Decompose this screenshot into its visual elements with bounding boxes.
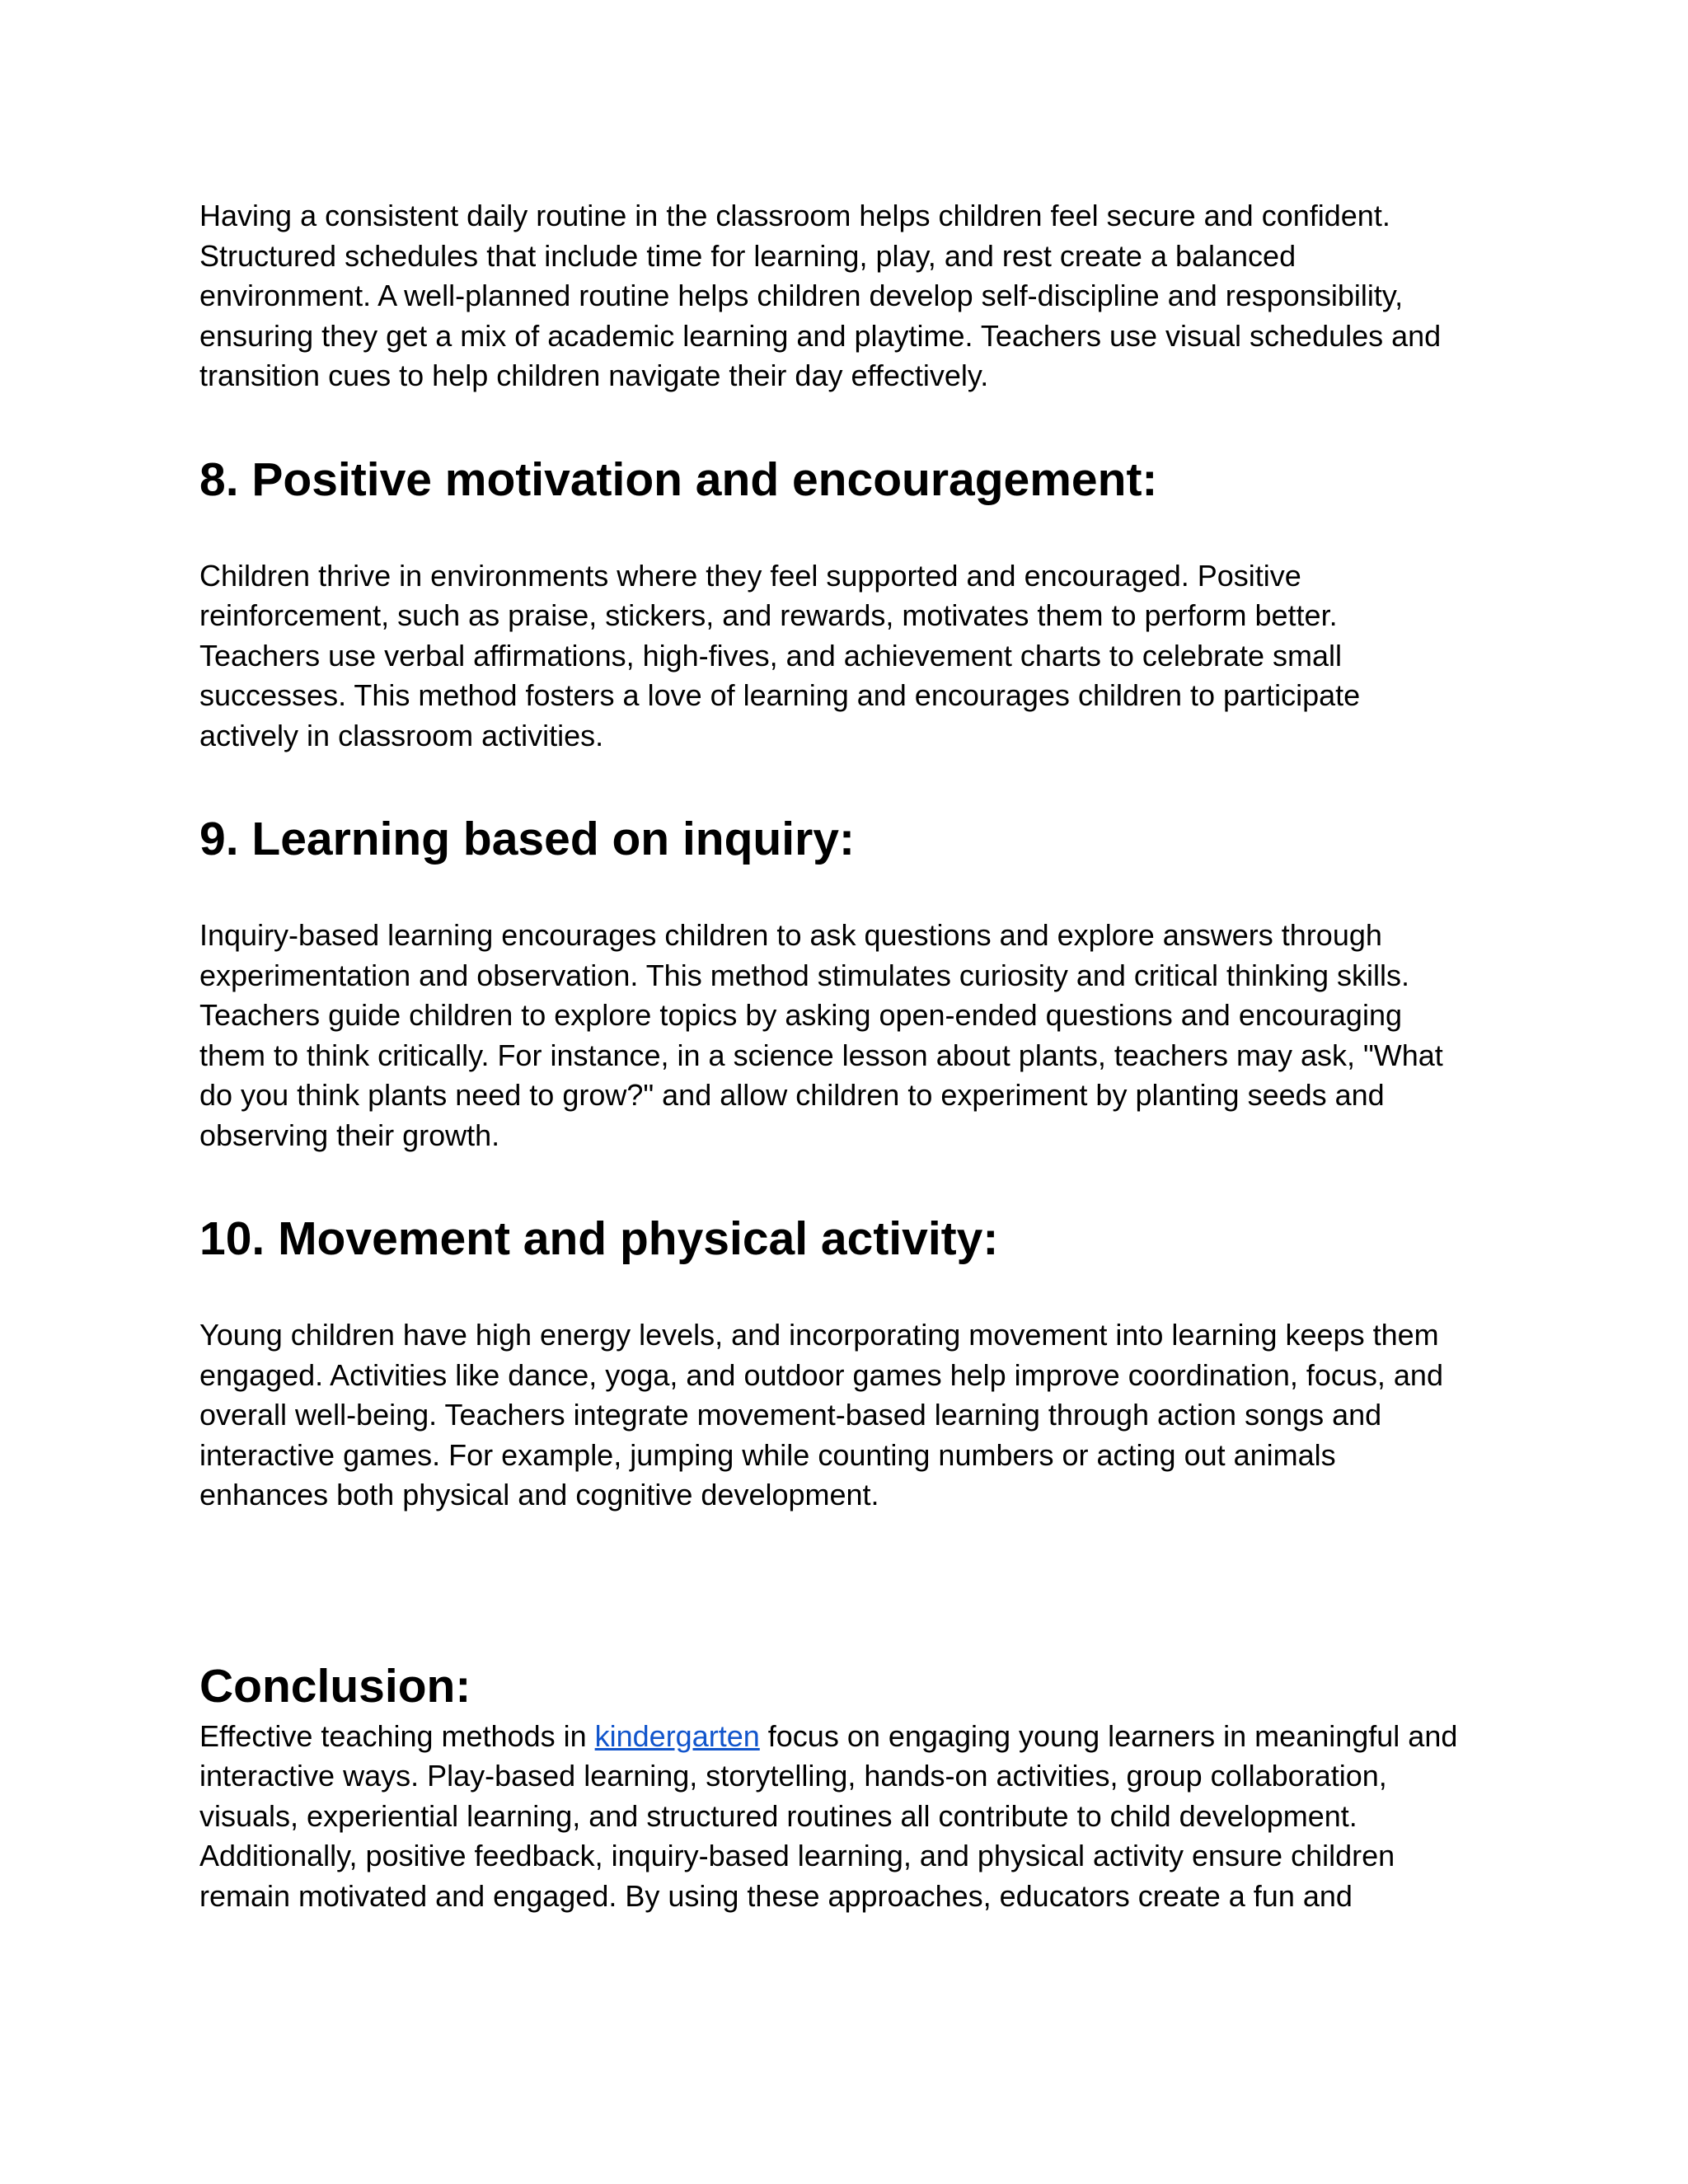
text-line: visuals, experiential learning, and structured routines all contribute to child development. xyxy=(199,1798,1357,1833)
section-paragraph-inquiry-learning xyxy=(199,916,1502,1155)
text-line: reinforcement, such as praise, stickers, and rewards, motivates them to perform better. xyxy=(199,598,1338,632)
text-line: Children thrive in environments where they feel supported and encouraged. Positive xyxy=(199,558,1301,593)
intro-paragraph xyxy=(199,196,1502,396)
conclusion-text-prefix: Effective teaching methods in xyxy=(199,1718,595,1753)
text-line xyxy=(199,1717,1502,1757)
text-line: Teachers guide children to explore topics by asking open-ended questions and encouraging xyxy=(199,998,1402,1032)
text-line: Teachers use verbal affirmations, high-fives, and achievement charts to celebrate small xyxy=(199,638,1343,673)
text-line: remain motivated and engaged. By using these approaches, educators create a fun and xyxy=(199,1878,1353,1913)
section-heading-positive-motivation: 8. Positive motivation and encouragement: xyxy=(199,452,1158,506)
text-line: transition cues to help children navigate their day effectively. xyxy=(199,359,989,392)
document-content xyxy=(199,196,1502,1916)
section-paragraph-positive-motivation xyxy=(199,556,1502,757)
text-line: Young children have high energy levels, and incorporating movement into learning keeps them xyxy=(199,1318,1439,1352)
text-line: overall well-being. Teachers integrate movement-based learning through action songs and xyxy=(199,1398,1382,1432)
conclusion-heading: Conclusion: xyxy=(199,1659,471,1713)
text-line: environment. A well-planned routine helps children develop self-discipline and responsibility, xyxy=(199,279,1404,312)
text-line: Structured schedules that include time for learning, play, and rest create a balanced xyxy=(199,238,1296,273)
text-line: them to think critically. For instance, in a science lesson about plants, teachers may ask, "What xyxy=(199,1038,1443,1072)
text-line: ensuring they get a mix of academic learning and playtime. Teachers use visual schedules and xyxy=(199,318,1442,353)
kindergarten-link[interactable]: kindergarten xyxy=(594,1718,760,1753)
section-paragraph-movement-activity xyxy=(199,1315,1502,1516)
text-line: enhances both physical and cognitive development. xyxy=(199,1478,879,1511)
text-line: actively in classroom activities. xyxy=(199,718,604,752)
text-line: interactive games. For example, jumping while counting numbers or acting out animals xyxy=(199,1437,1336,1472)
conclusion-paragraph xyxy=(199,1717,1502,1917)
section-heading-movement-activity: 10. Movement and physical activity: xyxy=(199,1212,999,1265)
conclusion-text-suffix: focus on engaging young learners in meaningful and xyxy=(759,1718,1458,1753)
text-line: Inquiry-based learning encourages children to ask questions and explore answers through xyxy=(199,918,1382,952)
text-line: do you think plants need to grow?" and allow children to experiment by planting seeds and xyxy=(199,1078,1385,1112)
text-line: Having a consistent daily routine in the classroom helps children feel secure and confident. xyxy=(199,199,1390,232)
text-line: interactive ways. Play-based learning, storytelling, hands-on activities, group collaboration, xyxy=(199,1759,1387,1793)
text-line: Additionally, positive feedback, inquiry-based learning, and physical activity ensure children xyxy=(199,1839,1395,1872)
section-heading-inquiry-learning: 9. Learning based on inquiry: xyxy=(199,813,855,865)
text-line: successes. This method fosters a love of learning and encourages children to participate xyxy=(199,678,1361,712)
text-line: experimentation and observation. This method stimulates curiosity and critical thinking skills. xyxy=(199,958,1410,992)
text-line: observing their growth. xyxy=(199,1118,500,1152)
text-line: engaged. Activities like dance, yoga, and outdoor games help improve coordination, focus, and xyxy=(199,1357,1443,1392)
